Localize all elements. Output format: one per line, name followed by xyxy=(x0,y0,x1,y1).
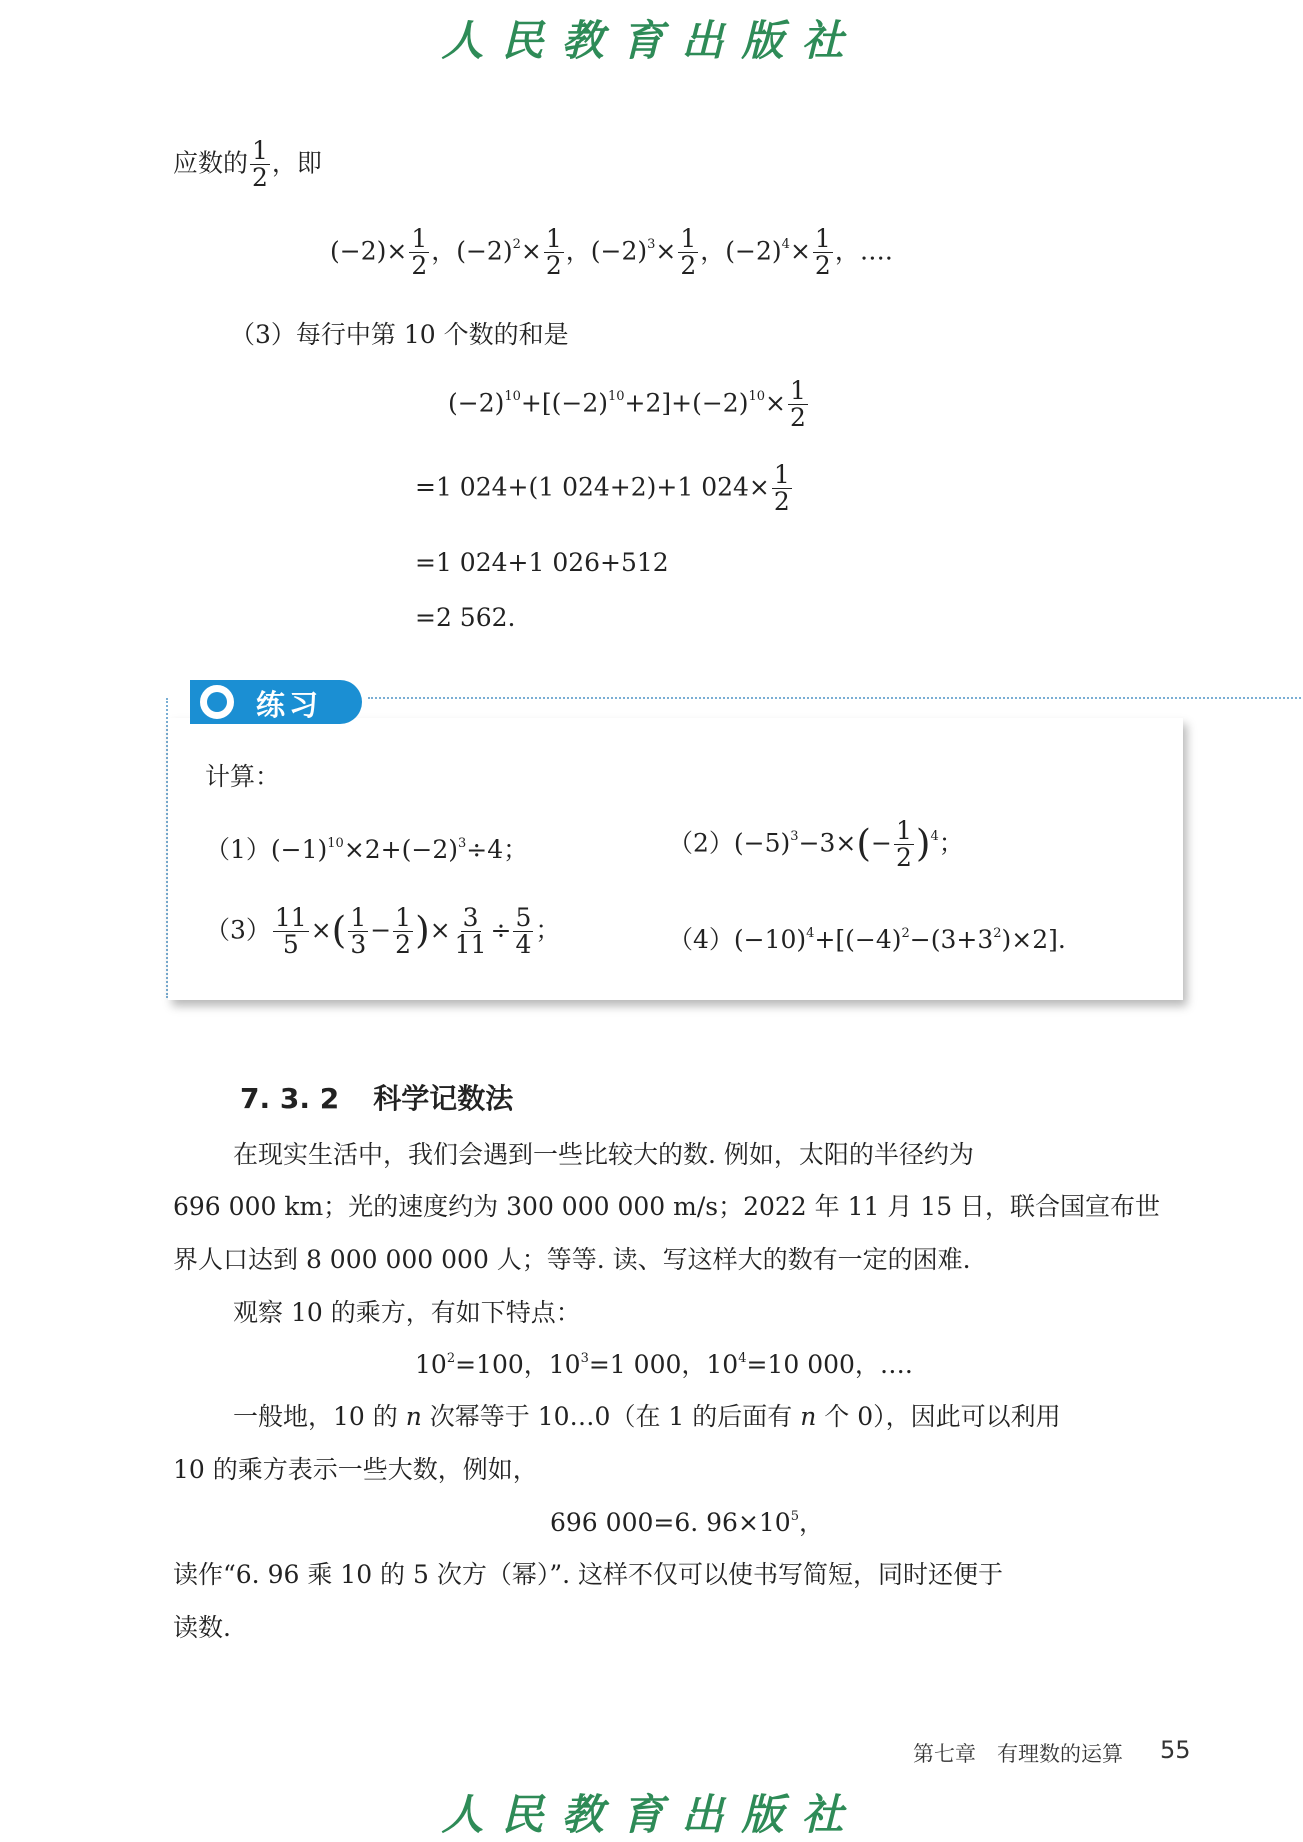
practice-prompt: 计算： xyxy=(205,762,281,791)
example-equation: 696 000=6. $96\times 10^5$， xyxy=(550,1508,824,1537)
problem-1: $(1)(-1)^{10}\times 2+(-2)^3\div 4$； xyxy=(205,835,529,864)
problem-3: （3） $\frac{11}{5}$ ×( $\frac{1}{3}$ − $\frac{1}{2}$ )× $\frac{3}{11}$ ÷ $\frac{5}{4}$ ； xyxy=(205,903,561,960)
section-heading xyxy=(240,1077,513,1117)
para4-line1: 读作“6. 96 乘 10 的 5 次方（幂）”. 这样不仅可以使书写简短，同时还便于 xyxy=(173,1560,1004,1589)
publisher-logo-bottom: 人民教育出版社 xyxy=(441,1790,862,1839)
fraction-5-4: $\frac{5}{4}$ xyxy=(515,903,532,960)
chapter-footer: 第七章 有理数的运算 xyxy=(913,1742,1123,1766)
intro-after: ，即 xyxy=(271,148,322,178)
practice-header-rule xyxy=(368,697,1303,699)
problem-4: $(4)(-10)^4+[(-4)^2-(3+3^2)\times 2]$. xyxy=(668,925,1066,954)
item-3-label: （3）每行中第 10 个数的和是 xyxy=(230,320,569,349)
fraction-half: $\frac{1}{2}$ xyxy=(545,224,562,281)
para3-line1: 一般地，10 的 n 次幂等于 10…0（在 1 的后面有 n 个 0），因此可以利用 xyxy=(233,1402,1061,1431)
calc-line-3: =1 024+1 026+512 xyxy=(415,548,669,577)
section-title: 科学记数法 xyxy=(373,1082,514,1115)
practice-icon xyxy=(197,682,237,722)
page-number: 55 xyxy=(1160,1736,1191,1764)
intro-text: 应数的 xyxy=(173,148,249,178)
fraction-1-2: $\frac{1}{2}$ xyxy=(395,903,412,960)
section-number: 7. 3. 2 xyxy=(240,1082,340,1115)
intro-line xyxy=(173,138,322,192)
para4-line2: 读数. xyxy=(173,1613,231,1642)
calc-line-4: =2 562. xyxy=(415,603,516,632)
fraction-11-5: $\frac{11}{5}$ xyxy=(274,903,307,960)
fraction-half: $\frac{1}{2}$ xyxy=(411,224,428,281)
fraction-half: $\frac{1}{2}$ xyxy=(252,136,268,193)
para3-line2: 10 的乘方表示一些大数，例如， xyxy=(173,1455,538,1484)
fraction-half: $\frac{1}{2}$ xyxy=(814,224,831,281)
para2: 观察 10 的乘方，有如下特点： xyxy=(233,1298,581,1327)
fraction-1-3: $\frac{1}{3}$ xyxy=(350,903,367,960)
fraction-half: $\frac{1}{2}$ xyxy=(789,376,806,433)
calc-line-1: $(-2)^{10}+[(-2)^{10}+2]+(-2)^{10}\times$ $\frac{1}{2}$ xyxy=(448,376,806,433)
para1-line3: 界人口达到 8 000 000 000 人；等等. 读、写这样大的数有一定的困难. xyxy=(173,1245,971,1274)
practice-title: 练习 xyxy=(256,688,323,722)
fraction-half: $\frac{1}{2}$ xyxy=(680,224,697,281)
para1-line2: 696 000 km；光的速度约为 300 000 000 m/s；2022 年 11 月 15 日，联合国宣布世 xyxy=(173,1192,1161,1221)
fraction-half: $\frac{1}{2}$ xyxy=(773,460,790,517)
calc-line-2: =1 024+(1 024+2)+1 024× $\frac{1}{2}$ xyxy=(415,460,790,517)
publisher-logo-top: 人民教育出版社 xyxy=(441,16,862,65)
fraction-half: $\frac{1}{2}$ xyxy=(895,816,912,873)
problem-2: $(2)(-5)^3-3\times(-$ $\frac{1}{2}$ )$^4$； xyxy=(668,816,964,873)
fraction-3-11: $\frac{3}{11}$ xyxy=(454,903,487,960)
para1-line1: 在现实生活中，我们会遇到一些比较大的数. 例如，太阳的半径约为 xyxy=(233,1140,974,1169)
powers-of-ten-equation: $10^2=100$，$10^3=1$ 000，$10^4=10$ 000，…. xyxy=(415,1350,913,1379)
sequence-line: (−2)× $\frac{1}{2}$ ，$(-2)^2\times$ $\frac{1}{2}$ ，$(-2)^3\times$ $\frac{1}{2}$ ，$(-2)^4\times$ $\frac{1}{2}$ ，…. xyxy=(330,224,893,281)
